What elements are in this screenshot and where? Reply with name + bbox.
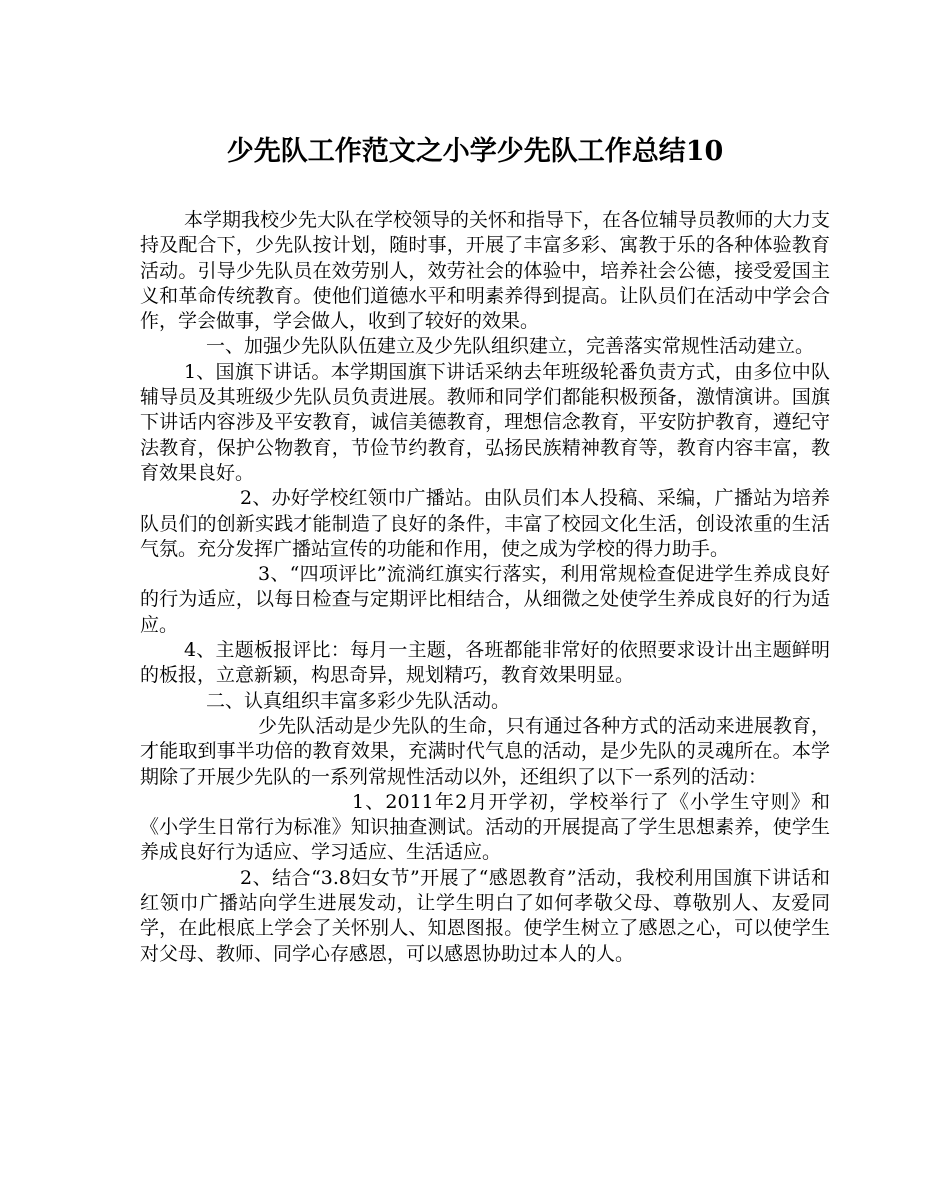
section-heading-1: 一、加强少先队队伍建立及少先队组织建立，完善落实常规性活动建立。: [206, 335, 815, 358]
paragraph-item-1: 1、国旗下讲话。本学期国旗下讲话采纳去年班级轮番负责方式，由多位中队辅导员及其班级少先队员负责进展。教师和同学们都能积极预备，激情演讲。国旗下讲话内容涉及平安教育，诚信美德教育，理想信念教育，平安防护教育，遵纪守法教育，保护公物教育，节俭节约教育，弘扬民族精神教育等，教育内容丰富，教育效果良好。: [140, 360, 830, 484]
paragraph-intro: 本学期我校少先大队在学校领导的关怀和指导下，在各位辅导员教师的大力支持及配合下，少先队按计划，随时事，开展了丰富多彩、寓教于乐的各种体验教育活动。引导少先队员在效劳别人，效劳社会的体验中，培养社会公德，接受爱国主义和革命传统教育。使他们道德水平和明素养得到提高。让队员们在活动中学会合作，学会做事，学会做人，收到了较好的效果。: [140, 209, 831, 333]
document-title: 少先队工作范文之小学少先队工作总结10: [226, 136, 724, 167]
paragraph-item-4: 4、主题板报评比：每月一主题，各班都能非常好的依照要求设计出主题鲜明的板报，立意新颖，构思奇异，规划精巧，教育效果明显。: [140, 639, 830, 687]
document-body: [140, 208, 830, 967]
section-heading-2: 二、认真组织丰富多彩少先队活动。: [206, 689, 511, 712]
paragraph-item-3: 3、“四项评比”流淌红旗实行落实，利用常规检查促进学生养成良好的行为适应，以每日检查与定期评比相结合，从细微之处使学生养成良好的行为适应。: [140, 563, 830, 636]
paragraph-activity-2: 2、结合“3.8妇女节”开展了“感恩教育”活动，我校利用国旗下讲话和红领巾广播站向学生进展发动，让学生明白了如何孝敬父母、尊敬别人、友爱同学，在此根底上学会了关怀别人、知恩图报。使学生树立了感恩之心，可以使学生对父母、教师、同学心存感恩，可以感恩协助过本人的人。: [140, 866, 830, 965]
paragraph-item-2: 2、办好学校红领巾广播站。由队员们本人投稿、采编，广播站为培养队员们的创新实践才能制造了良好的条件，丰富了校园文化生活，创设浓重的生活气氛。充分发挥广播站宣传的功能和作用，使之成为学校的得力助手。: [140, 487, 830, 560]
paragraph-activities-intro: 少先队活动是少先队的生命，只有通过各种方式的活动来进展教育，才能取到事半功倍的教育效果，充满时代气息的活动，是少先队的灵魂所在。本学期除了开展少先队的一系列常规性活动以外，还组织了以下一系列的活动：: [140, 714, 830, 788]
paragraph-activity-1: 1、2011年2月开学初，学校举行了《小学生守则》和《小学生日常行为标准》知识抽查测试。活动的开展提高了学生思想素养，使学生养成良好行为适应、学习适应、生活适应。: [140, 790, 830, 864]
